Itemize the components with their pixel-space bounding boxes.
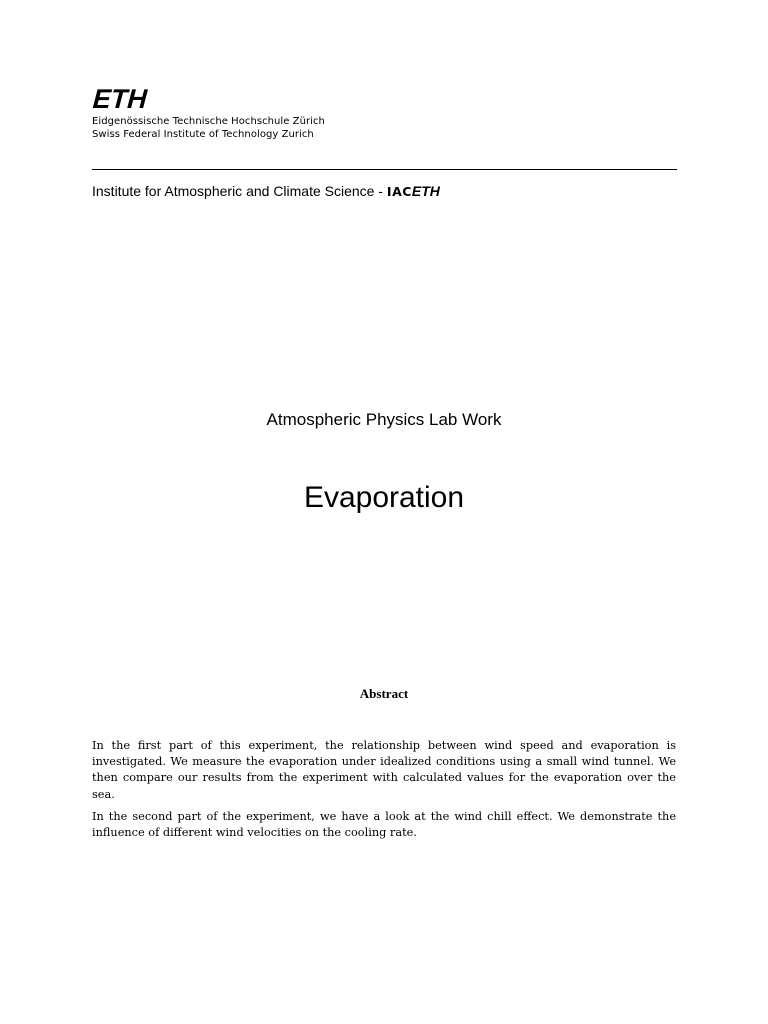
abstract-heading: Abstract [359, 686, 409, 701]
abstract-paragraph: In the second part of the experiment, we have a look at the wind chill effect. We demonstrate the influence of different wind velocities on the cooling rate. [92, 809, 676, 840]
document-title: Evaporation [303, 481, 465, 514]
abstract-paragraph: In the first part of this experiment, the relationship between wind speed and evaporation is investigated. We measure the evaporation under idealized conditions using a small wind tunnel. We then compare our results from the experiment with calculated values for the evaporation over the sea. [92, 739, 676, 801]
institute-line [92, 182, 440, 201]
institute-abbr: IAC [386, 184, 412, 199]
abstract-body [92, 738, 676, 847]
institute-name: Institute for Atmospheric and Climate Science - [92, 183, 387, 199]
document-subtitle: Atmospheric Physics Lab Work [266, 410, 502, 429]
eth-name-german: Eidgenössische Technische Hochschule Zürich [92, 116, 325, 127]
eth-logo [91, 84, 325, 141]
eth-name-english: Swiss Federal Institute of Technology Zurich [92, 129, 314, 140]
institute-abbr-suffix: ETH [411, 183, 440, 199]
eth-logo-mark: ETH [91, 84, 148, 114]
header-divider [92, 169, 677, 170]
